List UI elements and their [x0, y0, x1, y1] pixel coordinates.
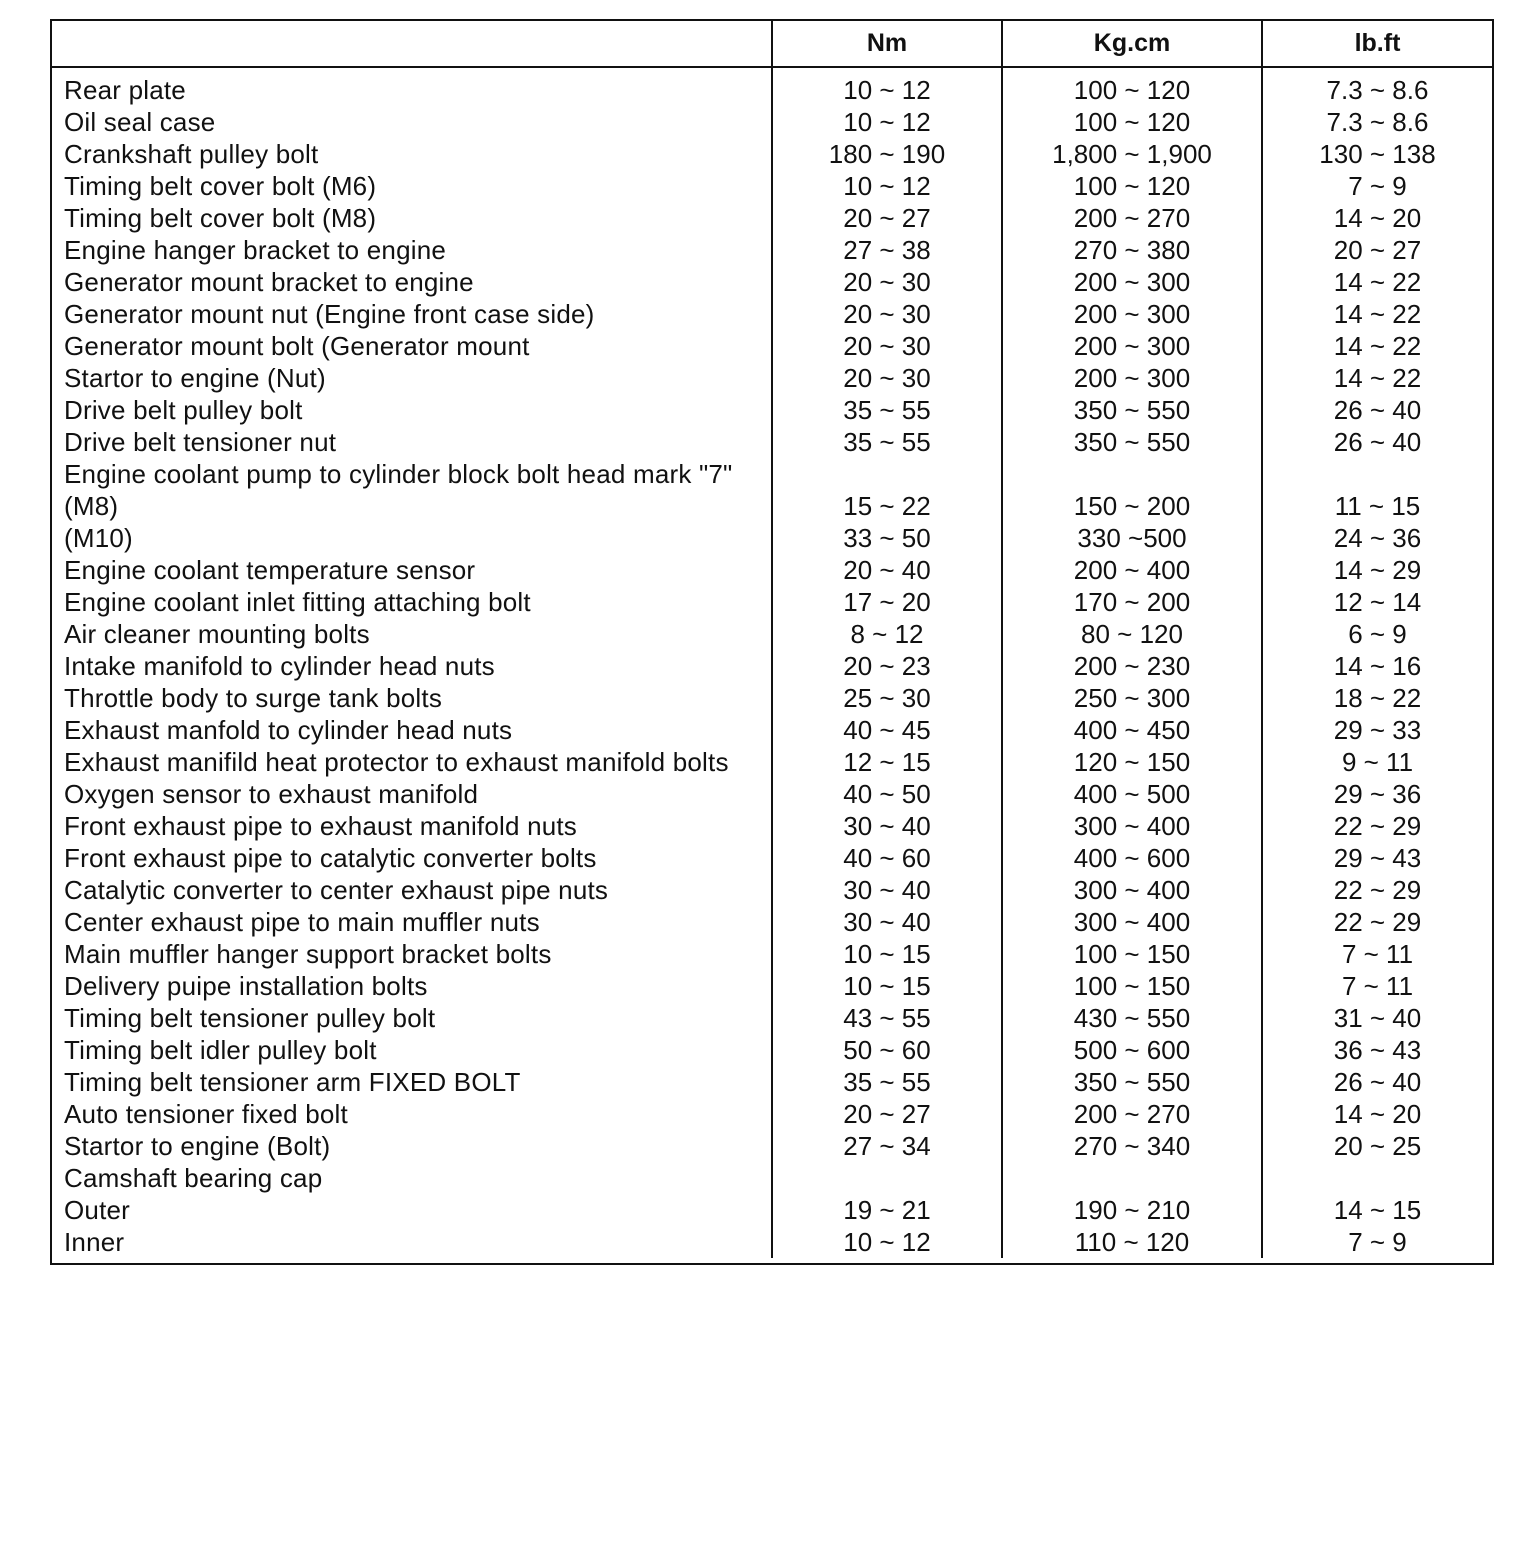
header-row: [52, 21, 1492, 67]
value-kgcm: 110 ~ 120: [1002, 1226, 1262, 1258]
value-lbft: 14 ~ 20: [1262, 1098, 1492, 1130]
value-nm: 25 ~ 30: [772, 682, 1002, 714]
value-lbft: 22 ~ 29: [1262, 874, 1492, 906]
value-nm: 35 ~ 55: [772, 1066, 1002, 1098]
table-row: [52, 298, 1492, 330]
table-row: [52, 778, 1492, 810]
value-lbft: 20 ~ 25: [1262, 1130, 1492, 1162]
item-name: Center exhaust pipe to main muffler nuts: [64, 907, 540, 937]
table-row: [52, 234, 1492, 266]
value-lbft: 7.3 ~ 8.6: [1262, 67, 1492, 106]
value-nm: 20 ~ 40: [772, 554, 1002, 586]
table-row: [52, 554, 1492, 586]
value-kgcm: 500 ~ 600: [1002, 1034, 1262, 1066]
value-kgcm: 350 ~ 550: [1002, 1066, 1262, 1098]
value-kgcm: 300 ~ 400: [1002, 810, 1262, 842]
table-row: [52, 458, 1492, 490]
value-kgcm: 250 ~ 300: [1002, 682, 1262, 714]
value-nm: 43 ~ 55: [772, 1002, 1002, 1034]
table-row: [52, 362, 1492, 394]
item-name: Generator mount nut (Engine front case side): [64, 299, 595, 329]
table-row: [52, 1066, 1492, 1098]
table-row: [52, 1098, 1492, 1130]
value-kgcm: 100 ~ 120: [1002, 67, 1262, 106]
value-lbft: 26 ~ 40: [1262, 394, 1492, 426]
table-row: [52, 330, 1492, 362]
value-lbft: 14 ~ 16: [1262, 650, 1492, 682]
item-name: Crankshaft pulley bolt: [64, 139, 319, 169]
item-name: Generator mount bolt (Generator mount: [64, 331, 530, 361]
table-row: [52, 426, 1492, 458]
value-lbft: 22 ~ 29: [1262, 810, 1492, 842]
value-kgcm: 100 ~ 150: [1002, 938, 1262, 970]
value-kgcm: 400 ~ 600: [1002, 842, 1262, 874]
value-nm: 180 ~ 190: [772, 138, 1002, 170]
item-name: Generator mount bracket to engine: [64, 267, 474, 297]
value-kgcm: 1,800 ~ 1,900: [1002, 138, 1262, 170]
item-name: Engine coolant temperature sensor: [64, 555, 476, 585]
item-name: Drive belt pulley bolt: [64, 395, 303, 425]
value-lbft: 7.3 ~ 8.6: [1262, 106, 1492, 138]
value-nm: 33 ~ 50: [772, 522, 1002, 554]
table-row: [52, 1226, 1492, 1258]
item-name: Oxygen sensor to exhaust manifold: [64, 779, 479, 809]
value-lbft: 14 ~ 15: [1262, 1194, 1492, 1226]
table-row: [52, 586, 1492, 618]
value-nm: 27 ~ 38: [772, 234, 1002, 266]
value-kgcm: 350 ~ 550: [1002, 394, 1262, 426]
header-item: [52, 21, 772, 67]
value-lbft: 31 ~ 40: [1262, 1002, 1492, 1034]
value-nm: [772, 458, 1002, 490]
item-name: Rear plate: [64, 75, 186, 105]
item-name: Timing belt tensioner pulley bolt: [64, 1003, 436, 1033]
value-nm: 10 ~ 15: [772, 938, 1002, 970]
value-lbft: 9 ~ 11: [1262, 746, 1492, 778]
value-lbft: 22 ~ 29: [1262, 906, 1492, 938]
item-name: Engine coolant pump to cylinder block bolt head mark "7": [64, 459, 733, 489]
value-lbft: 7 ~ 9: [1262, 1226, 1492, 1258]
table-row: [52, 266, 1492, 298]
value-nm: 8 ~ 12: [772, 618, 1002, 650]
value-lbft: 14 ~ 22: [1262, 330, 1492, 362]
value-kgcm: 200 ~ 270: [1002, 1098, 1262, 1130]
value-kgcm: 150 ~ 200: [1002, 490, 1262, 522]
item-name: Front exhaust pipe to exhaust manifold nuts: [64, 811, 578, 841]
item-name: Timing belt cover bolt (M6): [64, 171, 377, 201]
value-kgcm: 200 ~ 400: [1002, 554, 1262, 586]
torque-spec-table-frame: [50, 19, 1494, 1265]
table-row: [52, 650, 1492, 682]
item-name: Camshaft bearing cap: [64, 1163, 323, 1193]
item-name: Auto tensioner fixed bolt: [64, 1099, 348, 1129]
torque-spec-table: [52, 21, 1492, 1258]
value-kgcm: 100 ~ 120: [1002, 170, 1262, 202]
value-kgcm: 330 ~500: [1002, 522, 1262, 554]
value-kgcm: 200 ~ 300: [1002, 362, 1262, 394]
value-lbft: 14 ~ 29: [1262, 554, 1492, 586]
value-nm: 10 ~ 12: [772, 106, 1002, 138]
value-kgcm: 400 ~ 450: [1002, 714, 1262, 746]
value-kgcm: 350 ~ 550: [1002, 426, 1262, 458]
value-nm: 40 ~ 45: [772, 714, 1002, 746]
value-kgcm: 190 ~ 210: [1002, 1194, 1262, 1226]
value-kgcm: 200 ~ 230: [1002, 650, 1262, 682]
table-row: [52, 1130, 1492, 1162]
value-nm: 27 ~ 34: [772, 1130, 1002, 1162]
item-name: Front exhaust pipe to catalytic converter bolts: [64, 843, 597, 873]
value-lbft: 7 ~ 11: [1262, 938, 1492, 970]
value-kgcm: 300 ~ 400: [1002, 874, 1262, 906]
header-kgcm: Kg.cm: [1002, 21, 1262, 67]
item-name: Timing belt tensioner arm FIXED BOLT: [64, 1067, 521, 1097]
table-row: [52, 106, 1492, 138]
value-nm: 10 ~ 12: [772, 1226, 1002, 1258]
table-row: [52, 746, 1492, 778]
table-row: [52, 618, 1492, 650]
value-nm: 30 ~ 40: [772, 906, 1002, 938]
value-nm: 30 ~ 40: [772, 810, 1002, 842]
table-header: [52, 21, 1492, 67]
item-name: Drive belt tensioner nut: [64, 427, 337, 457]
value-kgcm: 300 ~ 400: [1002, 906, 1262, 938]
value-lbft: 18 ~ 22: [1262, 682, 1492, 714]
item-name: Inner: [64, 1227, 125, 1257]
table-row: [52, 1002, 1492, 1034]
item-name: Timing belt cover bolt (M8): [64, 203, 377, 233]
table-row: [52, 1162, 1492, 1194]
item-name: Timing belt idler pulley bolt: [64, 1035, 377, 1065]
value-lbft: 20 ~ 27: [1262, 234, 1492, 266]
item-name: Throttle body to surge tank bolts: [64, 683, 443, 713]
item-name: Engine coolant inlet fitting attaching bolt: [64, 587, 531, 617]
item-name: Intake manifold to cylinder head nuts: [64, 651, 495, 681]
value-nm: 20 ~ 27: [772, 1098, 1002, 1130]
value-nm: 50 ~ 60: [772, 1034, 1002, 1066]
item-name: Startor to engine (Nut): [64, 363, 326, 393]
table-row: [52, 906, 1492, 938]
item-name: (M10): [64, 523, 133, 553]
table-row: [52, 138, 1492, 170]
value-lbft: 29 ~ 36: [1262, 778, 1492, 810]
table-row: [52, 714, 1492, 746]
value-nm: 20 ~ 30: [772, 362, 1002, 394]
item-name: Oil seal case: [64, 107, 216, 137]
table-row: [52, 842, 1492, 874]
value-kgcm: 80 ~ 120: [1002, 618, 1262, 650]
table-row: [52, 490, 1492, 522]
value-kgcm: 100 ~ 120: [1002, 106, 1262, 138]
value-nm: 20 ~ 27: [772, 202, 1002, 234]
table-row: [52, 874, 1492, 906]
value-nm: 35 ~ 55: [772, 394, 1002, 426]
item-name: Outer: [64, 1195, 131, 1225]
value-kgcm: 430 ~ 550: [1002, 1002, 1262, 1034]
value-nm: 12 ~ 15: [772, 746, 1002, 778]
value-lbft: 36 ~ 43: [1262, 1034, 1492, 1066]
value-lbft: 11 ~ 15: [1262, 490, 1492, 522]
value-nm: 40 ~ 60: [772, 842, 1002, 874]
item-name: Exhaust manfold to cylinder head nuts: [64, 715, 513, 745]
value-lbft: 7 ~ 9: [1262, 170, 1492, 202]
item-name: Startor to engine (Bolt): [64, 1131, 331, 1161]
value-lbft: 14 ~ 20: [1262, 202, 1492, 234]
item-name: Air cleaner mounting bolts: [64, 619, 370, 649]
item-name: Engine hanger bracket to engine: [64, 235, 447, 265]
value-nm: 17 ~ 20: [772, 586, 1002, 618]
value-kgcm: 200 ~ 300: [1002, 266, 1262, 298]
value-lbft: 29 ~ 43: [1262, 842, 1492, 874]
value-lbft: 14 ~ 22: [1262, 362, 1492, 394]
value-nm: 10 ~ 12: [772, 170, 1002, 202]
value-lbft: 130 ~ 138: [1262, 138, 1492, 170]
value-lbft: 7 ~ 11: [1262, 970, 1492, 1002]
item-name: Catalytic converter to center exhaust pipe nuts: [64, 875, 609, 905]
value-nm: [772, 1162, 1002, 1194]
value-lbft: [1262, 1162, 1492, 1194]
value-nm: 15 ~ 22: [772, 490, 1002, 522]
value-kgcm: 270 ~ 380: [1002, 234, 1262, 266]
table-row: [52, 67, 1492, 106]
value-kgcm: 120 ~ 150: [1002, 746, 1262, 778]
header-lbft: lb.ft: [1262, 21, 1492, 67]
table-row: [52, 682, 1492, 714]
value-lbft: 12 ~ 14: [1262, 586, 1492, 618]
value-lbft: 14 ~ 22: [1262, 266, 1492, 298]
value-nm: 35 ~ 55: [772, 426, 1002, 458]
item-name: Delivery puipe installation bolts: [64, 971, 428, 1001]
value-kgcm: 200 ~ 300: [1002, 298, 1262, 330]
table-row: [52, 970, 1492, 1002]
value-lbft: 14 ~ 22: [1262, 298, 1492, 330]
table-row: [52, 202, 1492, 234]
value-kgcm: 400 ~ 500: [1002, 778, 1262, 810]
item-name: Main muffler hanger support bracket bolts: [64, 939, 552, 969]
item-name: Exhaust manifild heat protector to exhaust manifold bolts: [64, 747, 729, 777]
value-nm: 10 ~ 12: [772, 67, 1002, 106]
table-body: [52, 67, 1492, 1258]
value-lbft: 24 ~ 36: [1262, 522, 1492, 554]
value-nm: 20 ~ 30: [772, 298, 1002, 330]
value-nm: 20 ~ 23: [772, 650, 1002, 682]
value-nm: 30 ~ 40: [772, 874, 1002, 906]
value-kgcm: 200 ~ 270: [1002, 202, 1262, 234]
table-row: [52, 522, 1492, 554]
table-row: [52, 394, 1492, 426]
value-kgcm: [1002, 458, 1262, 490]
table-row: [52, 170, 1492, 202]
header-nm: Nm: [772, 21, 1002, 67]
value-lbft: 6 ~ 9: [1262, 618, 1492, 650]
value-lbft: 26 ~ 40: [1262, 1066, 1492, 1098]
value-nm: 40 ~ 50: [772, 778, 1002, 810]
table-row: [52, 1034, 1492, 1066]
value-kgcm: 270 ~ 340: [1002, 1130, 1262, 1162]
value-nm: 20 ~ 30: [772, 266, 1002, 298]
value-kgcm: 200 ~ 300: [1002, 330, 1262, 362]
value-lbft: [1262, 458, 1492, 490]
table-row: [52, 938, 1492, 970]
value-nm: 19 ~ 21: [772, 1194, 1002, 1226]
value-kgcm: 100 ~ 150: [1002, 970, 1262, 1002]
value-kgcm: 170 ~ 200: [1002, 586, 1262, 618]
item-name: (M8): [64, 491, 119, 521]
value-kgcm: [1002, 1162, 1262, 1194]
value-nm: 10 ~ 15: [772, 970, 1002, 1002]
table-row: [52, 1194, 1492, 1226]
value-lbft: 29 ~ 33: [1262, 714, 1492, 746]
table-row: [52, 810, 1492, 842]
value-nm: 20 ~ 30: [772, 330, 1002, 362]
value-lbft: 26 ~ 40: [1262, 426, 1492, 458]
